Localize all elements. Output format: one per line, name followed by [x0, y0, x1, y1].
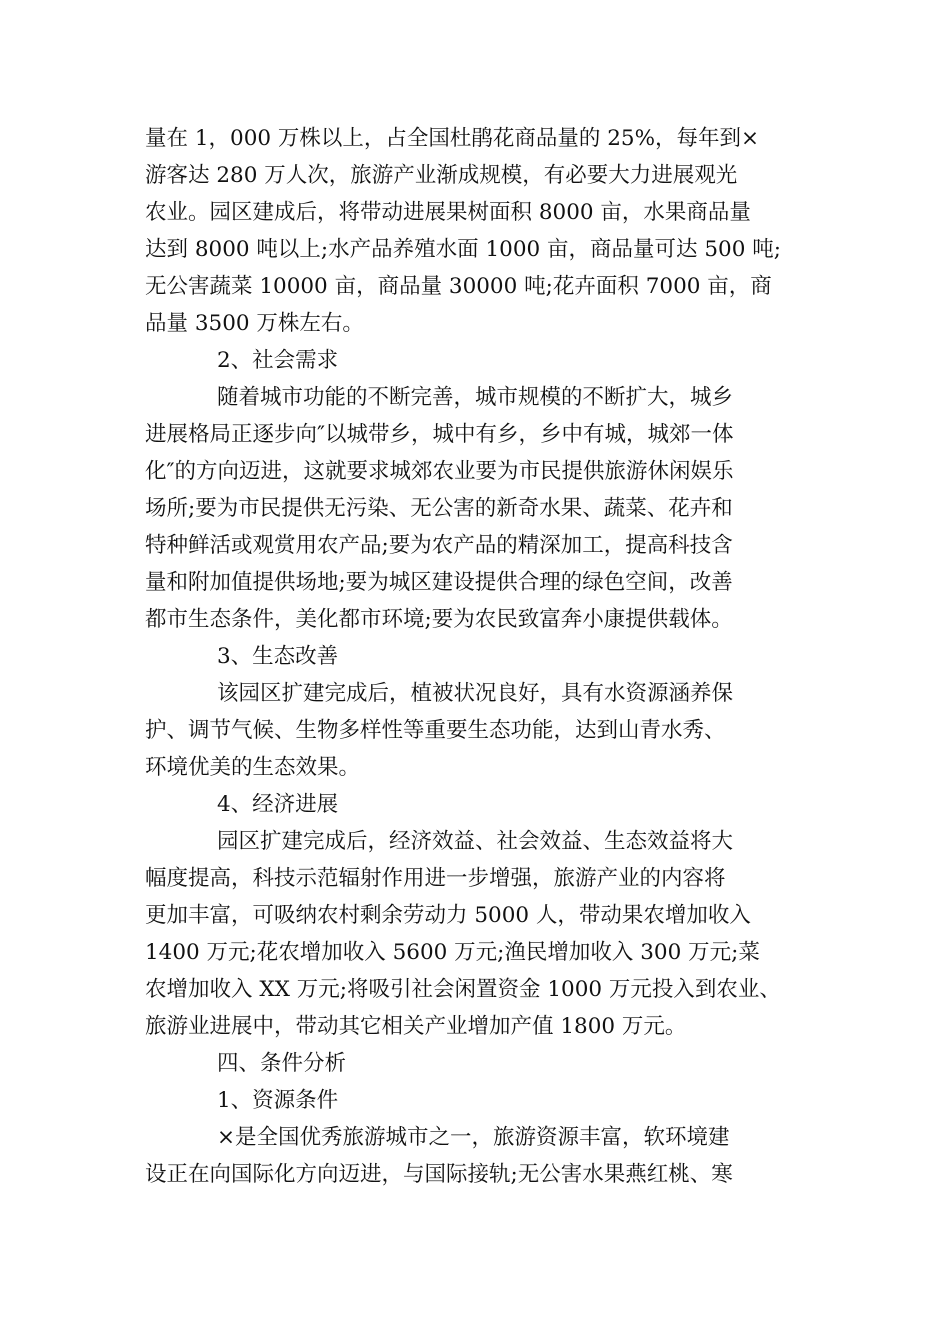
text-line: 1400 万元;花农增加收入 5600 万元;渔民增加收入 300 万元;菜 — [145, 940, 760, 965]
text-line: 园区扩建完成后，经济效益、社会效益、生态效益将大 — [217, 829, 734, 854]
text-line: 游客达 280 万人次，旅游产业渐成规模，有必要大力进展观光 — [145, 163, 738, 188]
text-line: 设正在向国际化方向迈进，与国际接轨;无公害水果燕红桃、寒 — [145, 1162, 733, 1187]
text-line: 护、调节气候、生物多样性等重要生态功能，达到山青水秀、 — [145, 718, 726, 743]
text-line: 四、条件分析 — [217, 1051, 347, 1076]
text-line: 农增加收入 XX 万元;将吸引社会闲置资金 1000 万元投入到农业、 — [145, 977, 781, 1002]
text-line: 达到 8000 吨以上;水产品养殖水面 1000 亩，商品量可达 500 吨; — [145, 237, 781, 262]
text-line: 1、资源条件 — [217, 1088, 339, 1113]
text-line: 特种鲜活或观赏用农产品;要为农产品的精深加工，提高科技含 — [145, 533, 733, 558]
text-line: 化″的方向迈进，这就要求城郊农业要为市民提供旅游休闲娱乐 — [145, 459, 734, 484]
text-line: 随着城市功能的不断完善，城市规模的不断扩大，城乡 — [217, 385, 734, 410]
text-line: 量和附加值提供场地;要为城区建设提供合理的绿色空间，改善 — [145, 570, 733, 595]
text-line: 无公害蔬菜 10000 亩，商品量 30000 吨;花卉面积 7000 亩，商 — [145, 274, 772, 299]
text-line: 2、社会需求 — [217, 348, 339, 373]
text-line: 幅度提高，科技示范辐射作用进一步增强，旅游产业的内容将 — [145, 866, 726, 891]
text-line: 4、经济进展 — [217, 792, 339, 817]
text-line: 量在 1，000 万株以上，占全国杜鹃花商品量的 25%，每年到× — [145, 126, 760, 151]
text-line: 该园区扩建完成后，植被状况良好，具有水资源涵养保 — [217, 681, 734, 706]
text-line: 农业。园区建成后，将带动进展果树面积 8000 亩，水果商品量 — [145, 200, 751, 225]
text-line: 都市生态条件，美化都市环境;要为农民致富奔小康提供载体。 — [145, 607, 733, 632]
text-line: 品量 3500 万株左右。 — [145, 311, 364, 336]
text-line: 场所;要为市民提供无污染、无公害的新奇水果、蔬菜、花卉和 — [145, 496, 733, 521]
text-line: 3、生态改善 — [217, 644, 339, 669]
document-body — [145, 120, 815, 1193]
text-line: 环境优美的生态效果。 — [145, 755, 361, 780]
text-line: 更加丰富，可吸纳农村剩余劳动力 5000 人，带动果农增加收入 — [145, 903, 751, 928]
text-line: 旅游业进展中，带动其它相关产业增加产值 1800 万元。 — [145, 1014, 687, 1039]
text-line: 进展格局正逐步向″以城带乡，城中有乡，乡中有城，城郊一体 — [145, 422, 734, 447]
text-line: ×是全国优秀旅游城市之一，旅游资源丰富，软环境建 — [217, 1125, 730, 1150]
